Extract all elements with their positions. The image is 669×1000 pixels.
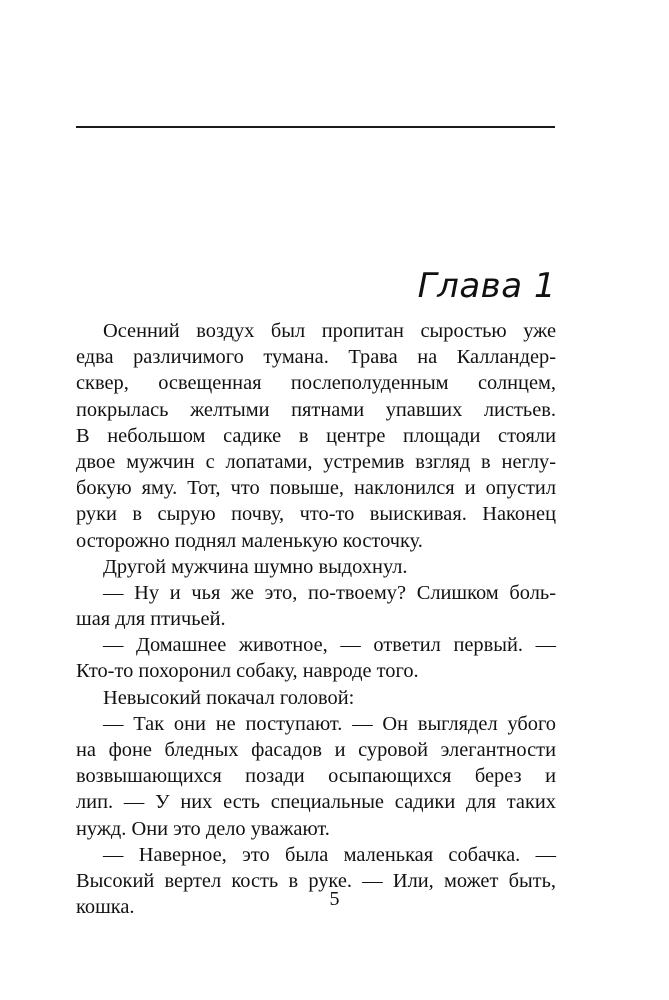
text-line: Кто-то похоронил собаку, навроде того. — [76, 660, 419, 683]
text-line: едва различимого тумана. Трава на Калландер- — [76, 346, 556, 369]
text-line: руки в сырую почву, что-то выискивая. Наконец — [76, 503, 556, 526]
text-line: Осенний воздух был пропитан сыростью уже — [103, 320, 556, 342]
text-line: возвышающихся позади осыпающихся берез и — [76, 765, 556, 788]
text-line: — Так они не поступают. — Он выглядел убого — [103, 712, 556, 735]
text-line: кошка. — [76, 896, 135, 919]
chapter-title: Глава 1 — [417, 266, 556, 306]
text-line: — Наверное, это была маленькая собачка. — — [103, 843, 556, 866]
text-line: осторожно поднял маленькую косточку. — [76, 529, 423, 552]
text-line: нужд. Они это дело уважают. — [76, 817, 330, 840]
chapter-body — [76, 318, 556, 920]
text-line: — Домашнее животное, — ответил первый. — — [103, 634, 556, 657]
text-line: — Ну и чья же это, по-твоему? Слишком боль- — [103, 581, 556, 604]
text-line: на фоне бледных фасадов и суровой элегантности — [76, 739, 556, 761]
text-line: бокую яму. Тот, что повыше, наклонился и опустил — [76, 477, 556, 500]
text-line: шая для птичьей. — [76, 608, 226, 631]
text-line: двое мужчин с лопатами, устремив взгляд в неглу- — [76, 450, 556, 473]
text-line: Невысокий покачал головой: — [103, 686, 355, 709]
text-line: сквер, освещенная послеполуденным солнцем, — [76, 372, 556, 395]
text-line: лип. — У них есть специальные садики для таких — [76, 791, 556, 814]
text-line: В небольшом садике в центре площади стояли — [76, 424, 556, 447]
text-line: Другой мужчина шумно выдохнул. — [103, 555, 408, 578]
text-line: Высокий вертел кость в руке. — Или, может быть, — [76, 869, 556, 892]
text-line: покрылась желтыми пятнами упавших листьев. — [76, 398, 556, 421]
page-number: 5 — [329, 888, 340, 910]
header-rule — [76, 126, 555, 128]
